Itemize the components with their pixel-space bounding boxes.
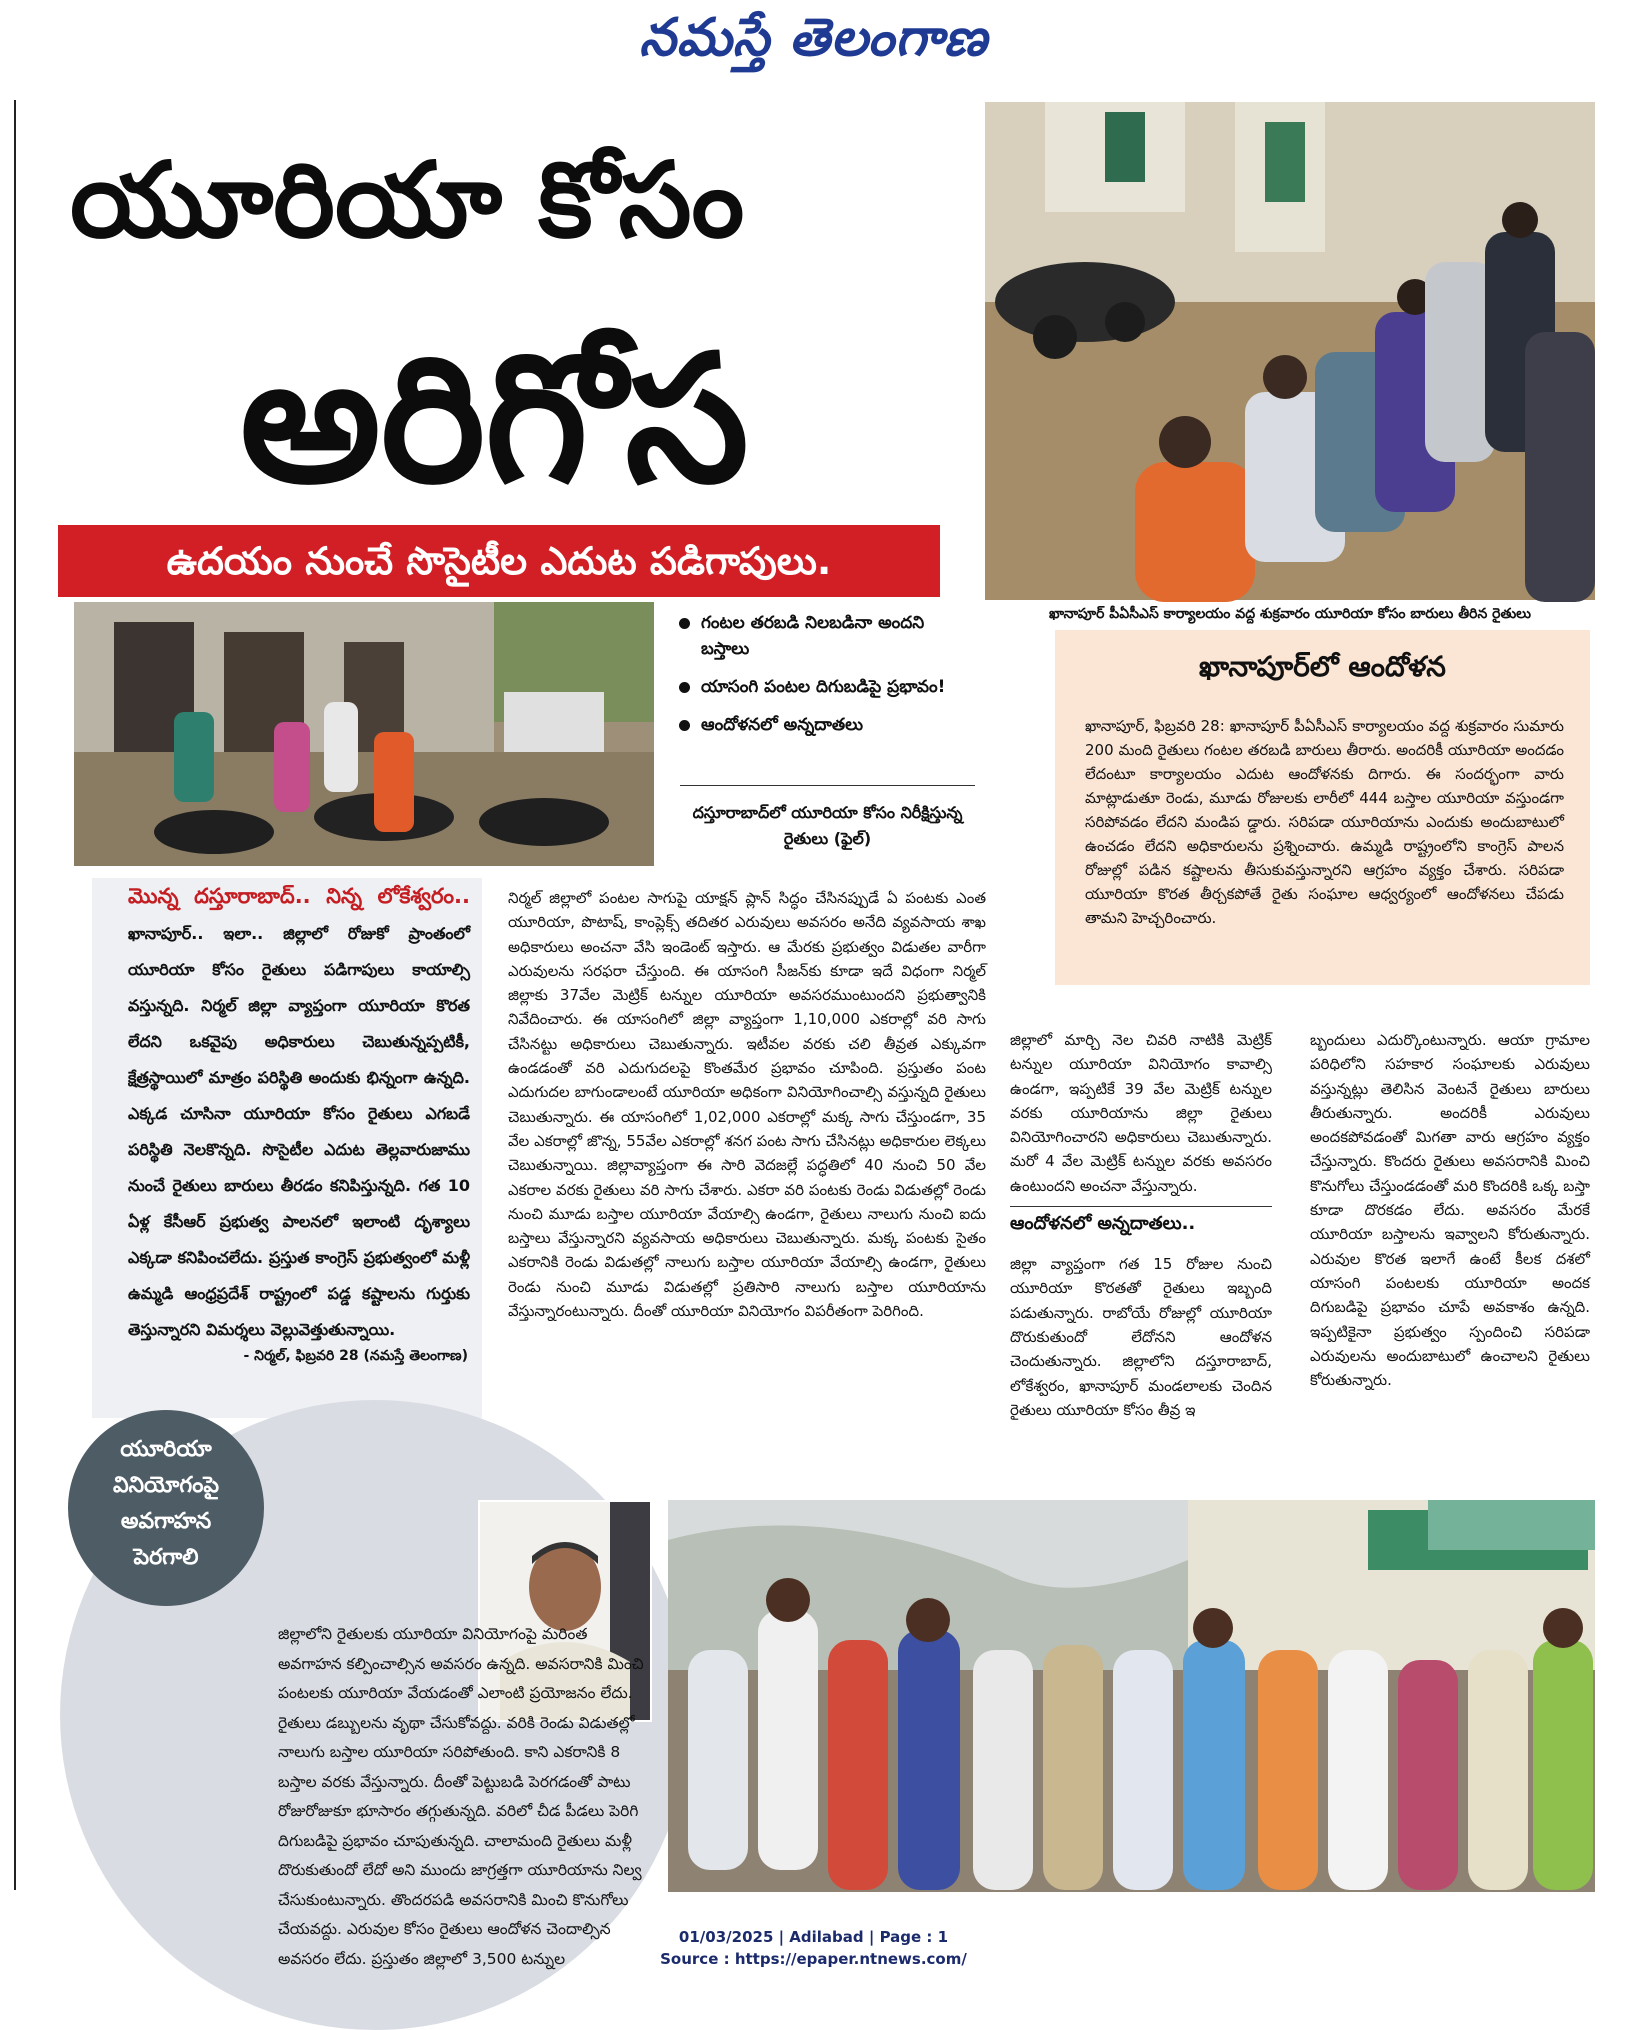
article-column-right2: బ్బందులు ఎదుర్కొంటున్నారు. ఆయా గ్రామాల పరిధిలోని సహకార సంఘాలకు ఎరువులు వస్తున్నట్లు తెలిసిన వెంటనే రైతులు బారులు తీరుతున్నారు. అందరికీ ఎరువులు అందకపోవడంతో మిగతా వారు ఆగ్రహం వ్యక్తం చేస్తున్నారు. కొందరు రైతులు అవసరానికి మించి కొనుగోలు చేస్తుండడంతో మరి కొందరికి ఒక్క బస్తా కూడా దొరకడం లేదు. అవసరం మేరకే యూరియా బస్తాలను ఇవ్వాలని కోరుతున్నారు. ఎరువుల కొరత ఇలాగే ఉంటే కీలక దశలో యాసంగి పంటలకు యూరియా అందక దిగుబడిపై ప్రభావం చూపే అవకాశం ఉన్నది. ఇప్పటికైనా ప్రభుత్వం స్పందించి సరిపడా ఎరువులను అందుబాటులో ఉంచాలని రైతులు కోరుతున్నారు.	[1310, 1031, 1590, 1390]
lead-body: ఖానాపూర్.. ఇలా.. జిల్లాలో రోజుకో ప్రాంతంలో యూరియా కోసం రైతులు పడిగాపులు కాయాల్సి వస్తున్నది. నిర్మల్ జిల్లా వ్యాప్తంగా యూరియా కొరత లేదని ఒకవైపు అధికారులు చెబుతున్నప్పటికీ, క్షేత్రస్థాయిలో మాత్రం పరిస్థితి అందుకు భిన్నంగా ఉన్నది. ఎక్కడ చూసినా యూరియా కోసం రైతులు ఎగబడే పరిస్థితి నెలకొన్నది. సొసైటీల ఎదుట తెల్లవారుజాము నుంచే రైతులు బారులు తీరడం కనిపిస్తున్నది. గత 10 ఏళ్ల కేసీఆర్ ప్రభుత్వ పాలనలో ఇలాంటి దృశ్యాలు ఎక్కడా కనిపించలేదు. ప్రస్తుత కాంగ్రెస్ ప్రభుత్వంలో మళ్లీ ఉమ్మడి ఆంధ్రప్రదేశ్ రాష్ట్రంలో పడ్డ కష్టాలను గుర్తుకు తెస్తున్నారని విమర్శలు వెల్లువెత్తుతున్నాయి.	[128, 924, 470, 1339]
lead-panel	[92, 878, 482, 1418]
sidebox-khanapur-protest	[1055, 630, 1590, 985]
article-column-right1	[1010, 1028, 1272, 1422]
lead-text	[92, 878, 482, 1348]
key-point-item: గంటల తరబడి నిలబడినా అందని బస్తాలు	[675, 610, 975, 662]
badge-line: అవగాహన	[120, 1509, 212, 1534]
footer-edition-line: 01/03/2025 | Adilabad | Page : 1	[678, 1928, 949, 1946]
photo-dasturabad-queue	[74, 602, 654, 866]
sidebox-title: ఖానాపూర్‌లో ఆందోళన	[1199, 650, 1446, 683]
badge-line: వినియోగంపై	[112, 1473, 220, 1498]
dateline-credit: - నిర్మల్, ఫిబ్రవరి 28 (నమస్తే తెలంగాణ)	[243, 1348, 468, 1364]
lead-highlight: మొన్న దస్తూరాబాద్.. నిన్న లోకేశ్వరం..	[128, 884, 470, 908]
expert-advice-text-wrap	[138, 1620, 648, 1968]
photo-crowd-society	[668, 1500, 1595, 1892]
key-point-item: యాసంగి పంటల దిగుబడిపై ప్రభావం!	[675, 674, 975, 700]
photo-caption-left: దస్తూరాబాద్‌లో యూరియా కోసం నిరీక్షిస్తున్న రైతులు (ఫైల్)	[692, 803, 963, 848]
photo-caption-top-right: ఖానాపూర్ పీఏసీఎస్ కార్యాలయం వద్ద శుక్రవారం యూరియా కోసం బారులు తీరిన రైతులు	[1049, 606, 1531, 622]
article-subhead: ఆందోళనలో అన్నదాతలు..	[1010, 1213, 1196, 1235]
left-border-rule	[14, 100, 16, 1890]
badge-line: పెరగాలి	[133, 1545, 199, 1570]
headline-line1: యూరియా కోసం	[70, 139, 745, 261]
footer-source-link[interactable]: Source : https://epaper.ntnews.com/	[660, 1950, 967, 1968]
expert-advice-text: జిల్లాలోని రైతులకు యూరియా వినియోగంపై మరింత అవగాహన కల్పించాల్సిన అవసరం ఉన్నది. అవసరానికి మించి పంటలకు యూరియా వేయడంతో ఎలాంటి ప్రయోజనం లేదు. రైతులు డబ్బులను వృథా చేసుకోవద్దు. వరికి రెండు విడుతల్లో నాలుగు బస్తాల యూరియా సరిపోతుంది. కాని ఎకరానికి 8 బస్తాల వరకు వేస్తున్నారు. దీంతో పెట్టుబడి పెరగడంతో పాటు రోజురోజుకూ భూసారం తగ్గుతున్నది. వరిలో చీడ పీడలు పెరిగి దిగుబడిపై ప్రభావం చూపుతున్నది. చాలామంది రైతులు మళ్లీ దొరుకుతుందో లేదో అని ముందు జాగ్రత్తగా యూరియాను నిల్వ చేసుకుంటున్నారు. తొందరపడి అవసరానికి మించి కొనుగోలు చేయవద్దు. ఎరువుల కోసం రైతులు ఆందోళన చెందాల్సిన అవసరం లేదు. ప్రస్తుతం జిల్లాలో 3,500 టన్నుల	[278, 1625, 644, 1968]
sidebox-body: ఖానాపూర్, ఫిబ్రవరి 28: ఖానాపూర్ పీఏసీఎస్ కార్యాలయం వద్ద శుక్రవారం సుమారు 200 మంది రైతులు గంటల తరబడి బారులు తీరారు. అందరికీ యూరియా అందడం లేదంటూ కార్యాలయం ఎదుట ఆందోళనకు దిగారు. ఈ సందర్భంగా వారు మాట్లాడుతూ రెండు, మూడు రోజులకు లారీలో 444 బస్తాల యూరియా వస్తుండగా సరిపోవడం లేదని మండిప డ్డారు. సరిపడా యూరియాను ఎందుకు అందుబాటులో ఉంచడం లేదని అధికారులను ప్రశ్నించారు. ఉమ్మడి రాష్ట్రంలోని కాంగ్రెస్ పాలన రోజుల్లో పడిన కష్టాలను తీసుకువస్తున్నారని ఆగ్రహం వ్యక్తం చేశారు. సరిపడా యూరియా కొరత తీర్చకపోతే రైతు సంఘాల ఆధ్వర్యంలో ఆందోళనలు చేపడు తామని హెచ్చరించారు.	[1085, 717, 1564, 927]
article-column-right1-part1: జిల్లాలో మార్చి నెల చివరి నాటికి మెట్రిక్ టన్నుల యూరియా వినియోగం కావాల్సి ఉండగా, ఇప్పటికే 39 వేల మెట్రిక్ టన్నుల వరకు యూరియాను జిల్లా రైతులు వినియోగించారని అధికారులు చెబుతున్నారు. మరో 4 వేల మెట్రిక్ టన్నుల వరకు అవసరం ఉంటుందని అంచనా వేస్తున్నారు.	[1010, 1031, 1272, 1195]
photo-khanapur-queue	[985, 102, 1595, 600]
article-column-middle: నిర్మల్ జిల్లాలో పంటల సాగుపై యాక్షన్ ప్లాన్ సిద్ధం చేసినప్పుడే ఏ పంటకు ఎంత యూరియా, పొటాష్, కాంప్లెక్స్ తదితర ఎరువులు అవసరం అనేది వ్యవసాయ శాఖ అధికారులు అంచనా వేసి ఇండెంట్ ఇస్తారు. ఆ మేరకు ప్రభుత్వం విడుతల వారీగా ఎరువులను సరఫరా చేస్తుంది. ఈ యాసంగి సీజన్‌కు కూడా ఇదే విధంగా నిర్మల్ జిల్లాకు 37వేల మెట్రిక్ టన్నుల యూరియా అవసరముంటుందని ప్రభుత్వానికి నివేదించారు. ఈ యాసంగిలో జిల్లా వ్యాప్తంగా 1,10,000 ఎకరాల్లో వరి సాగు చేసినట్టు అధికారులు చెబుతున్నారు. ఇటీవల వరకు చలి తీవ్రత ఎక్కువగా ఉండడంతో వరి ఎదుగుదలపై కొంతమేర ప్రభావం చూపింది. ప్రస్తుతం పంట ఎదుగుదల బాగుండాలంటే యూరియా అధికంగా వినియోగించాల్సి వస్తున్నది రైతులు చెబుతున్నారు. ఈ యాసంగిలో 1,02,000 ఎకరాల్లో మక్క సాగు చేస్తుండగా, 35 వేల ఎకరాల్లో జొన్న, 55వేల ఎకరాల్లో శనగ పంట సాగు చేసినట్లు అధికారుల లెక్కలు చెబుతున్నాయి. జిల్లావ్యాప్తంగా ఈ సారి వెదజల్లే పద్ధతిలో 40 నుంచి 50 వేల ఎకరాల వరకు రైతులు వరి సాగు చేశారు. ఎకరా వరి పంటకు రెండు విడుతల్లో రెండు నుంచి మూడు బస్తాల యూరియా వేయాల్సి ఉండగా, రైతులు నాలుగు నుంచి ఐదు బస్తాలు వేస్తున్నారని వ్యవసాయ అధికారులు చెబుతున్నారు. మక్క పంటకు సైతం ఎకరానికి రెండు విడుతల్లో నాలుగు బస్తాల యూరియా వేయాల్సి ఉండగా, రైతులు రెండు నుంచి మూడు విడుతల్లో ప్రతిసారి నాలుగు బస్తాల యూరియాను వేస్తున్నారంటున్నారు. దీంతో యూరియా వినియోగం విపరీతంగా పెరిగింది.	[508, 889, 986, 1321]
subhead-divider	[1010, 1206, 1272, 1207]
page-footer	[0, 1926, 1627, 1970]
expert-advice-badge	[68, 1410, 264, 1606]
key-point-item: ఆందోళనలో అన్నదాతలు	[675, 712, 975, 738]
badge-line: యూరియా	[120, 1437, 212, 1462]
article-column-right1-part2: జిల్లా వ్యాప్తంగా గత 15 రోజుల నుంచి యూరియా కొరతతో రైతులు ఇబ్బంది పడుతున్నారు. రాబోయే రోజుల్లో యూరియా దొరుకుతుందో లేదోనని ఆందోళన చెందుతున్నారు. జిల్లాలోని దస్తూరాబాద్, లోకేశ్వరం, ఖానాపూర్ మండలాలకు చెందిన రైతులు యూరియా కోసం తీవ్ర ఇ	[1010, 1255, 1272, 1419]
key-points-list	[675, 610, 975, 750]
headline-line2: అరిగోస	[240, 317, 749, 522]
headline-subhead-banner: ఉదయం నుంచే సొసైటీల ఎదుట పడిగాపులు.	[58, 525, 940, 597]
masthead-logo[interactable]: నమస్తే తెలంగాణ	[639, 8, 988, 68]
bullets-divider	[680, 785, 975, 786]
